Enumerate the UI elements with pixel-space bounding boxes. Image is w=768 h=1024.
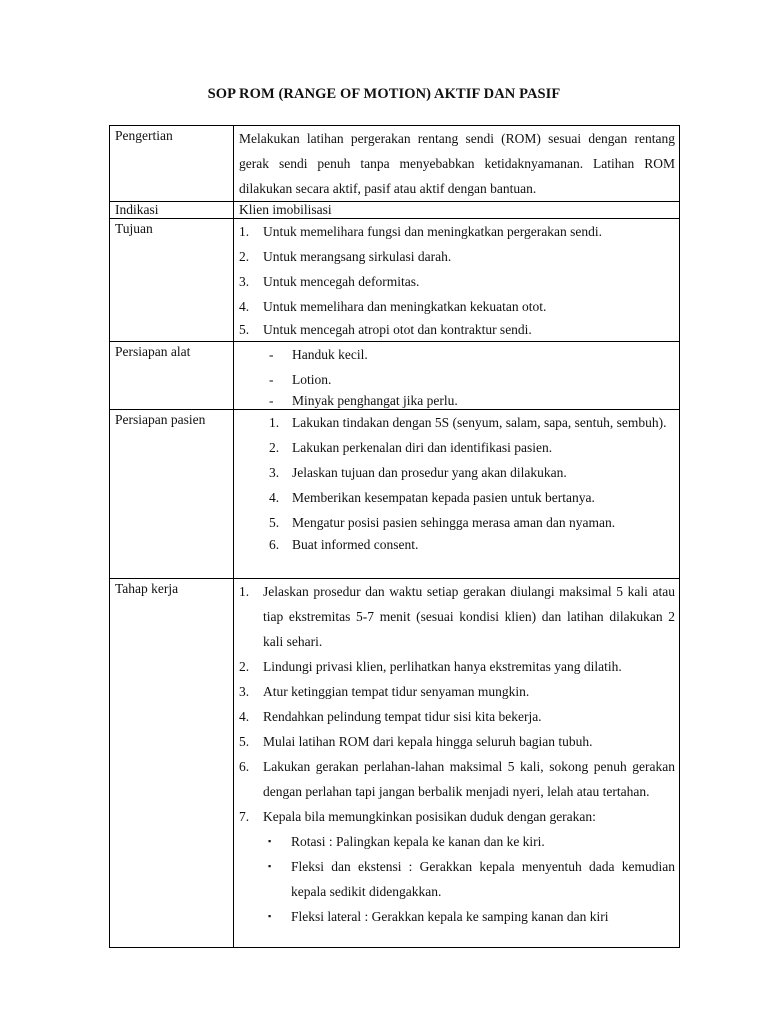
list-item: - Lotion. [269, 372, 332, 387]
list-item: 3. Jelaskan tujuan dan prosedur yang akan dilakukan. [269, 465, 567, 480]
cell-persiapan-pasien [234, 410, 680, 579]
list-item: 5. Untuk mencegah atropi otot dan kontraktur sendi. [239, 322, 532, 337]
label-indikasi: Indikasi [110, 202, 234, 219]
label-pengertian: Pengertian [110, 126, 234, 202]
tahap-kerja-clip [239, 579, 675, 946]
row-persiapan-alat [110, 342, 680, 410]
list-persiapan-pasien [239, 410, 675, 555]
list-item: 3. Untuk mencegah deformitas. [239, 274, 420, 289]
list-item: 6. Buat informed consent. [269, 537, 419, 552]
list-item: ▪ Fleksi lateral : Gerakkan kepala ke samping kanan dan kiri [268, 909, 609, 924]
list-item: - Minyak penghangat jika perlu. [269, 393, 458, 408]
list-tahap-kerja [239, 579, 675, 829]
list-item: 1. Lakukan tindakan dengan 5S (senyum, salam, sapa, sentuh, sembuh). [269, 415, 667, 430]
list-tujuan [239, 219, 675, 341]
list-persiapan-alat [239, 342, 675, 409]
document-title: SOP ROM (RANGE OF MOTION) AKTIF DAN PASIF [207, 86, 561, 102]
text-pengertian: Melakukan latihan pergerakan rentang sendi (ROM) sesuai dengan rentang gerak sendi penuh tanpa menyebabkan ketidaknyamanan. Latihan ROM dilakukan secara aktif, pasif atau aktif dengan bantuan. [234, 126, 680, 202]
list-item: 7. Kepala bila memungkinkan posisikan duduk dengan gerakan: [239, 809, 596, 824]
label-tujuan: Tujuan [110, 219, 234, 342]
row-persiapan-pasien [110, 410, 680, 579]
list-item: ▪ Fleksi dan ekstensi : Gerakkan kepala menyentuh dada kemudian kepala sedikit didengakkan. [268, 859, 675, 899]
list-item: 4. Untuk memelihara dan meningkatkan kekuatan otot. [239, 299, 547, 314]
label-tahap-kerja: Tahap kerja [110, 579, 234, 948]
list-item: 2. Untuk merangsang sirkulasi darah. [239, 249, 452, 264]
row-tujuan [110, 219, 680, 342]
row-pengertian [110, 126, 680, 202]
label-persiapan-pasien: Persiapan pasien [110, 410, 234, 579]
sop-table [109, 125, 680, 948]
row-indikasi [110, 202, 680, 219]
list-item: 1. Untuk memelihara fungsi dan meningkatkan pergerakan sendi. [239, 224, 603, 239]
list-item: 3. Atur ketinggian tempat tidur senyaman mungkin. [239, 684, 530, 699]
list-item: 4. Memberikan kesempatan kepada pasien untuk bertanya. [269, 490, 595, 505]
cell-persiapan-alat [234, 342, 680, 410]
text-indikasi: Klien imobilisasi [234, 202, 680, 219]
sublist-tahap-kerja [239, 829, 675, 929]
list-item: 2. Lakukan perkenalan diri dan identifikasi pasien. [269, 440, 553, 455]
cell-tahap-kerja [234, 579, 680, 948]
list-item: 6. Lakukan gerakan perlahan-lahan maksimal 5 kali, sokong penuh gerakan dengan perlahan tapi jangan berbalik menjadi nyeri, lelah atau tertahan. [239, 759, 675, 799]
list-item: 4. Rendahkan pelindung tempat tidur sisi kita bekerja. [239, 709, 542, 724]
list-item: - Handuk kecil. [269, 347, 368, 362]
list-item: 5. Mengatur posisi pasien sehingga merasa aman dan nyaman. [269, 515, 616, 530]
row-tahap-kerja [110, 579, 680, 948]
list-item: 1. Jelaskan prosedur dan waktu setiap gerakan diulangi maksimal 5 kali atau tiap ekstremitas 5-7 menit (sesuai kondisi klien) dan latihan dilakukan 2 kali sehari. [239, 584, 675, 649]
label-persiapan-alat: Persiapan alat [110, 342, 234, 410]
cell-tujuan [234, 219, 680, 342]
list-item: ▪ Rotasi : Palingkan kepala ke kanan dan ke kiri. [268, 834, 545, 849]
list-item: 2. Lindungi privasi klien, perlihatkan hanya ekstremitas yang dilatih. [239, 659, 622, 674]
list-item: 5. Mulai latihan ROM dari kepala hingga seluruh bagian tubuh. [239, 734, 593, 749]
